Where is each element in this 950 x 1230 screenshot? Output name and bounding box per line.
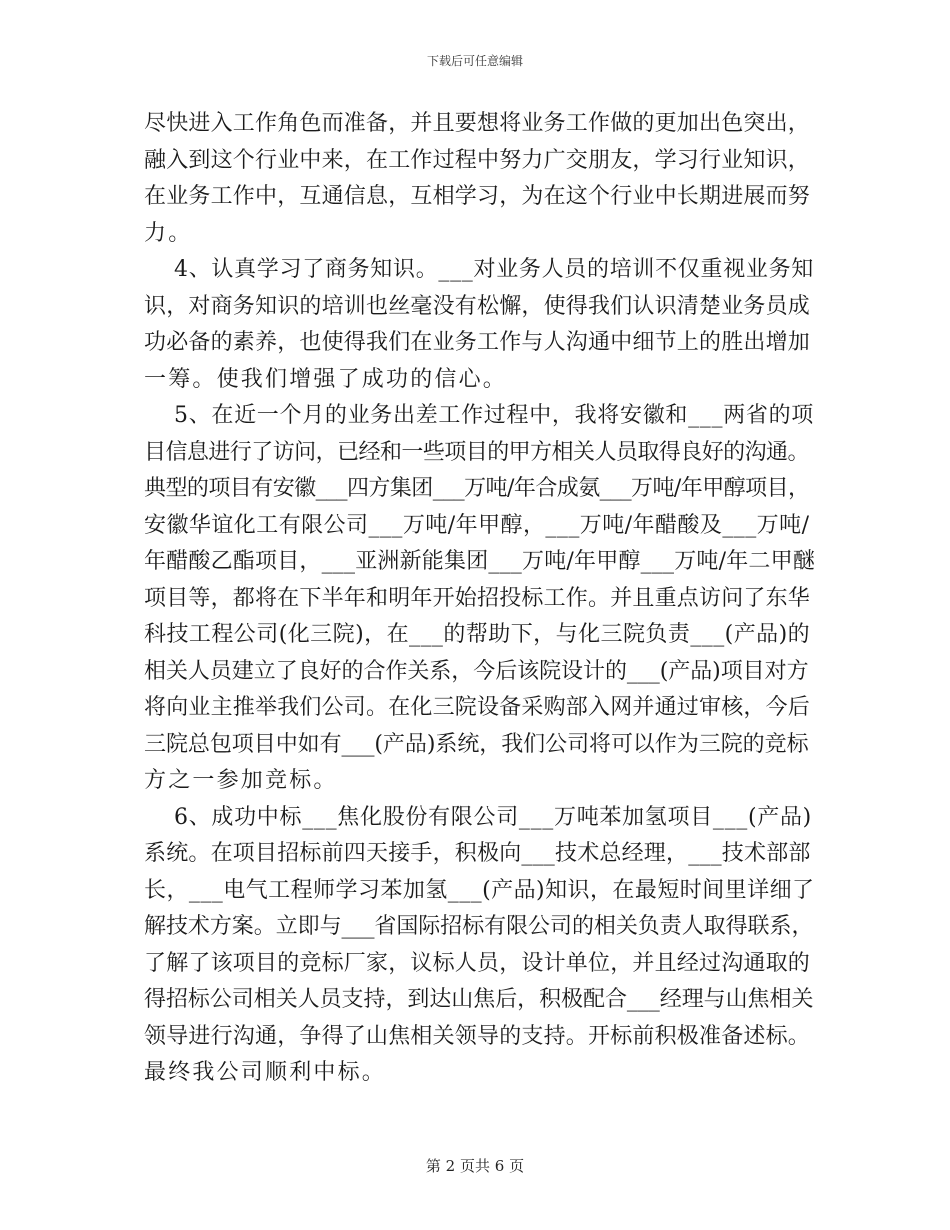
body-line: 功必备的素养，也使得我们在业务工作与人沟通中细节上的胜出增加 bbox=[144, 330, 811, 355]
body-line: 得招标公司相关人员支持，到达山焦后，积极配合___经理与山焦相关 bbox=[144, 987, 814, 1012]
body-line: 力。 bbox=[144, 220, 193, 246]
body-line: 最终我公司顺利中标。 bbox=[144, 1060, 387, 1085]
body-line: 典型的项目有安徽___四方集团___万吨/年合成氨___万吨/年甲醇项目， bbox=[144, 476, 810, 501]
body-line: 解技术方案。立即与___省国际招标有限公司的相关负责人取得联系， bbox=[144, 914, 814, 939]
body-line: 相关人员建立了良好的合作关系，今后该院设计的___(产品)项目对方 bbox=[144, 658, 809, 684]
body-line: 项目等，都将在下半年和明年开始招投标工作。并且重点访问了东华 bbox=[144, 585, 811, 611]
body-line: 将向业主推举我们公司。在化三院设备采购部入网并通过审核，今后 bbox=[144, 695, 811, 720]
body-line: 尽快进入工作角色而准备，并且要想将业务工作做的更加出色突出， bbox=[144, 111, 811, 136]
document-body bbox=[144, 106, 816, 1092]
body-line: 方之一参加竞标。 bbox=[144, 768, 338, 793]
body-line: 识，对商务知识的培训也丝毫没有松懈，使得我们认识清楚业务员成 bbox=[144, 293, 811, 319]
body-line: 目信息进行了访问，已经和一些项目的甲方相关人员取得良好的沟通。 bbox=[144, 439, 809, 465]
paragraph-4-start: 4、认真学习了商务知识。___对业务人员的培训不仅重视业务知 bbox=[174, 257, 814, 282]
body-line: 系统。在项目招标前四天接手，积极向___技术总经理，___技术部部 bbox=[144, 841, 811, 866]
body-line: 在业务工作中，互通信息，互相学习，为在这个行业中长期进展而努 bbox=[144, 184, 811, 209]
paragraph-5-start: 5、在近一个月的业务出差工作过程中，我将安徽和___两省的项 bbox=[174, 403, 814, 428]
body-line: 安徽华谊化工有限公司___万吨/年甲醇，___万吨/年醋酸及___万吨/ bbox=[144, 512, 810, 538]
body-line: 长，___电气工程师学习苯加氢___(产品)知识，在最短时间里详细了 bbox=[144, 877, 815, 903]
page-footer: 第 2 页共 6 页 bbox=[425, 1157, 525, 1175]
body-line: 年醋酸乙酯项目，___亚洲新能集团___万吨/年甲醇___万吨/年二甲醚 bbox=[144, 549, 816, 574]
paragraph-6-start: 6、成功中标___焦化股份有限公司___万吨苯加氢项目___(产品) bbox=[174, 804, 812, 830]
body-line: 科技工程公司(化三院)，在___的帮助下，与化三院负责___(产品)的 bbox=[144, 622, 811, 647]
body-line: 三院总包项目中如有___(产品)系统，我们公司将可以作为三院的竞标 bbox=[144, 731, 809, 757]
body-line: 融入到这个行业中来，在工作过程中努力广交朋友，学习行业知识， bbox=[144, 147, 811, 173]
page-header: 下载后可任意编辑 bbox=[426, 54, 523, 68]
body-line: 一筹。使我们增强了成功的信心。 bbox=[144, 366, 508, 392]
body-line: 了解了该项目的竞标厂家，议标人员，设计单位，并且经过沟通取的 bbox=[144, 950, 811, 976]
body-line: 领导进行沟通，争得了山焦相关领导的支持。开标前积极准备述标。 bbox=[144, 1023, 811, 1049]
